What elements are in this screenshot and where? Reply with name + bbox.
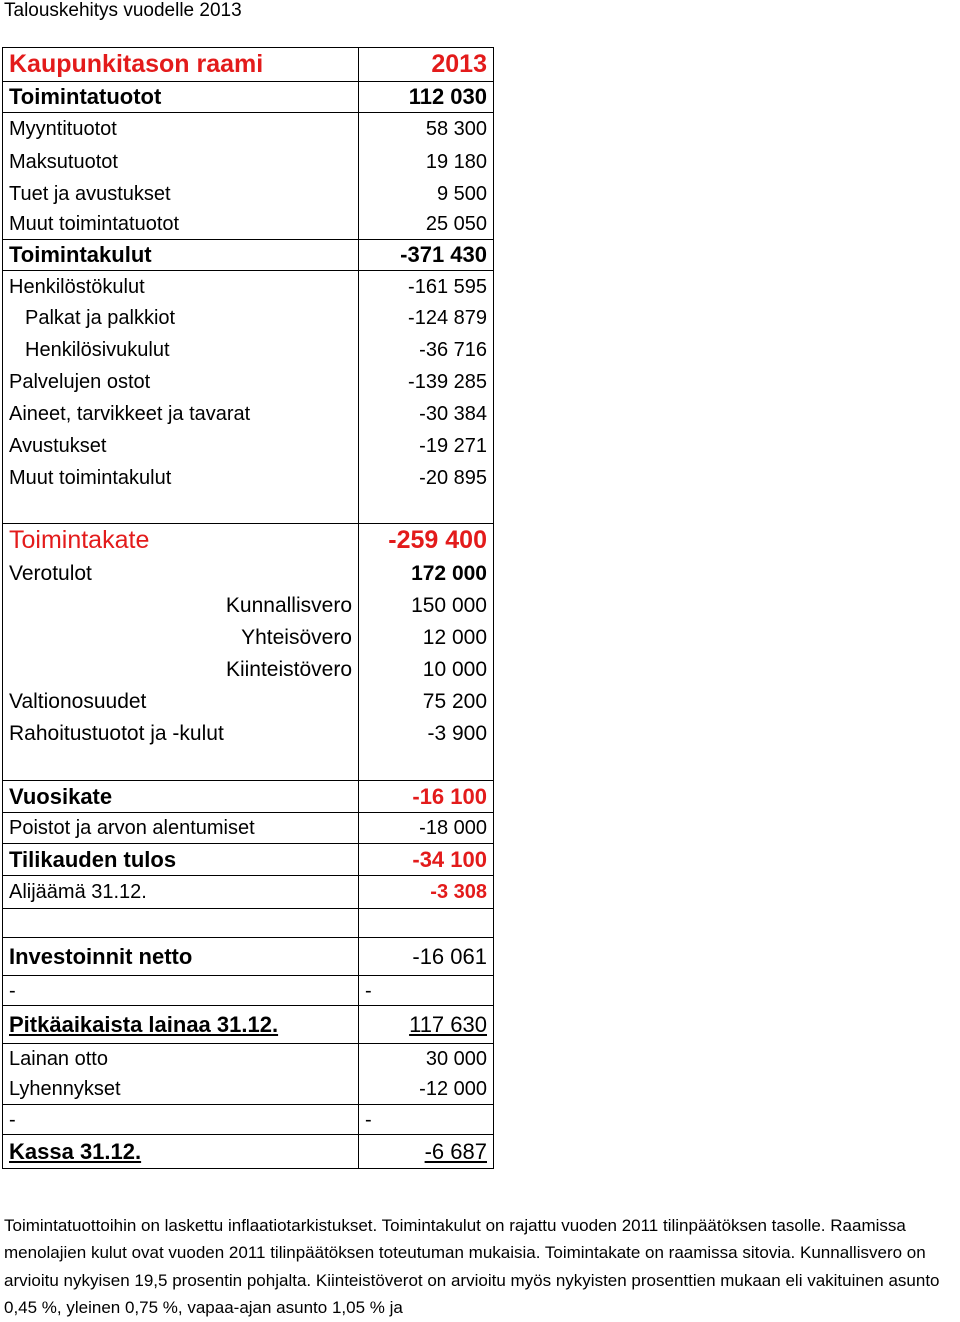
row-label: Rahoitustuotot ja -kulut <box>3 718 359 750</box>
table-row <box>3 718 494 750</box>
table-row <box>3 240 494 271</box>
row-label: Vuosikate <box>3 781 359 813</box>
table-row <box>3 210 494 240</box>
row-value: 75 200 <box>422 690 487 713</box>
row-label: Avustukset <box>3 430 359 462</box>
row-value: -161 595 <box>408 275 487 298</box>
budget-table <box>2 47 494 1169</box>
table-row <box>3 813 494 844</box>
table-row <box>3 146 494 178</box>
table-row <box>3 876 494 909</box>
row-label: Toimintakulut <box>3 240 359 271</box>
row-label: Tuet ja avustukset <box>3 178 359 210</box>
table-row <box>3 113 494 146</box>
row-value: -16 100 <box>359 781 494 813</box>
row-value: 25 050 <box>359 210 494 240</box>
table-row <box>3 462 494 494</box>
row-label: Kassa 31.12. <box>3 1135 359 1169</box>
row-value: -124 879 <box>408 307 487 329</box>
row-label: Lainan otto <box>3 1044 359 1075</box>
row-value: -16 061 <box>359 938 494 976</box>
table-row <box>3 1075 494 1105</box>
row-label: Aineet, tarvikkeet ja tavarat <box>3 398 359 430</box>
row-label: Kiinteistövero <box>3 654 359 686</box>
row-value: -34 100 <box>359 844 494 876</box>
row-label: Palvelujen ostot <box>3 366 359 398</box>
row-label: Maksutuotot <box>3 146 359 178</box>
row-value: 9 500 <box>436 182 487 205</box>
row-label: Palkat ja palkkiot <box>3 303 359 334</box>
row-value: 112 030 <box>359 82 494 113</box>
table-row <box>3 686 494 718</box>
table-row <box>3 844 494 876</box>
row-value: 19 180 <box>425 150 487 173</box>
table-row <box>3 1044 494 1075</box>
table-row <box>3 271 494 303</box>
row-label: Tilikauden tulos <box>3 844 359 876</box>
row-value: -19 271 <box>419 434 487 457</box>
table-row <box>3 1006 494 1044</box>
row-value: -6 687 <box>424 1138 487 1164</box>
row-label: - <box>3 1105 359 1135</box>
row-value: 30 000 <box>425 1048 487 1071</box>
row-value: -3 308 <box>359 876 494 909</box>
table-row <box>3 1135 494 1169</box>
row-label: Kunnallisvero <box>3 590 359 622</box>
row-value: -12 000 <box>359 1075 494 1105</box>
row-value: -18 000 <box>359 813 494 844</box>
row-label: Muut toimintakulut <box>3 462 359 494</box>
row-value: 150 000 <box>411 594 487 617</box>
row-label: Lyhennykset <box>3 1075 359 1105</box>
table-row <box>3 178 494 210</box>
row-value: - <box>359 976 494 1006</box>
table-row <box>3 48 494 82</box>
row-value: -371 430 <box>359 240 494 271</box>
row-label: Yhteisövero <box>3 622 359 654</box>
row-value: - <box>359 1105 494 1135</box>
row-label: - <box>3 976 359 1006</box>
row-label: Investoinnit netto <box>3 938 359 976</box>
row-label: Poistot ja arvon alentumiset <box>3 813 359 844</box>
row-value: 117 630 <box>359 1006 494 1044</box>
table-spacer-row <box>3 750 494 781</box>
table-row <box>3 524 494 557</box>
footer-note: Toimintatuottoihin on laskettu inflaatiotarkistukset. Toimintakulut on rajattu vuoden 2011 tilinpäätöksen tasolle. Raamissa menolajien kulut ovat vuoden 2011 tilinpäätöksen toteutuman mukaisia. Toimintakate on raamissa sitovia. Kunnallisvero on arvioitu nykyisen 19,5 prosentin pohjalta. Kiinteistöverot on arvioitu myös nykyisten prosenttien mukaan eli vakituinen asunto 0,45 %, yleinen 0,75 %, vapaa-ajan asunto 1,05 % ja <box>4 1216 940 1318</box>
row-label: Valtionosuudet <box>3 686 359 718</box>
table-row <box>3 82 494 113</box>
row-label: Verotulot <box>3 557 359 590</box>
row-value: 12 000 <box>422 626 487 649</box>
table-row <box>3 590 494 622</box>
row-label: Alijäämä 31.12. <box>3 876 359 909</box>
row-value: -3 900 <box>427 722 487 745</box>
row-value: -20 895 <box>419 466 487 489</box>
table-row <box>3 366 494 398</box>
row-value: -36 716 <box>419 338 487 361</box>
table-header-year: 2013 <box>359 48 494 82</box>
table-row <box>3 781 494 813</box>
row-label: Toimintakate <box>3 524 359 557</box>
row-value: 172 000 <box>411 561 487 585</box>
row-label: Pitkäaikaista lainaa 31.12. <box>3 1006 359 1044</box>
row-label: Muut toimintatuotot <box>3 210 359 240</box>
row-label: Toimintatuotot <box>3 82 359 113</box>
table-header-label: Kaupunkitason raami <box>3 48 359 82</box>
page-title: Talouskehitys vuodelle 2013 <box>4 0 242 21</box>
row-label: Henkilösivukulut <box>3 334 359 366</box>
row-value: 10 000 <box>422 658 487 681</box>
table-row <box>3 622 494 654</box>
table-spacer-row <box>3 494 494 524</box>
table-row <box>3 398 494 430</box>
table-row <box>3 1105 494 1135</box>
row-label: Myyntituotot <box>3 113 359 146</box>
table-row <box>3 557 494 590</box>
row-label: Henkilöstökulut <box>3 271 359 303</box>
table-row <box>3 430 494 462</box>
table-row <box>3 334 494 366</box>
row-value: -259 400 <box>388 525 487 554</box>
row-value: -30 384 <box>419 402 487 425</box>
table-row <box>3 303 494 334</box>
row-value: -139 285 <box>408 370 487 393</box>
table-row <box>3 938 494 976</box>
table-row <box>3 976 494 1006</box>
table-spacer-row <box>3 909 494 938</box>
table-row <box>3 654 494 686</box>
row-value: 58 300 <box>425 118 487 141</box>
